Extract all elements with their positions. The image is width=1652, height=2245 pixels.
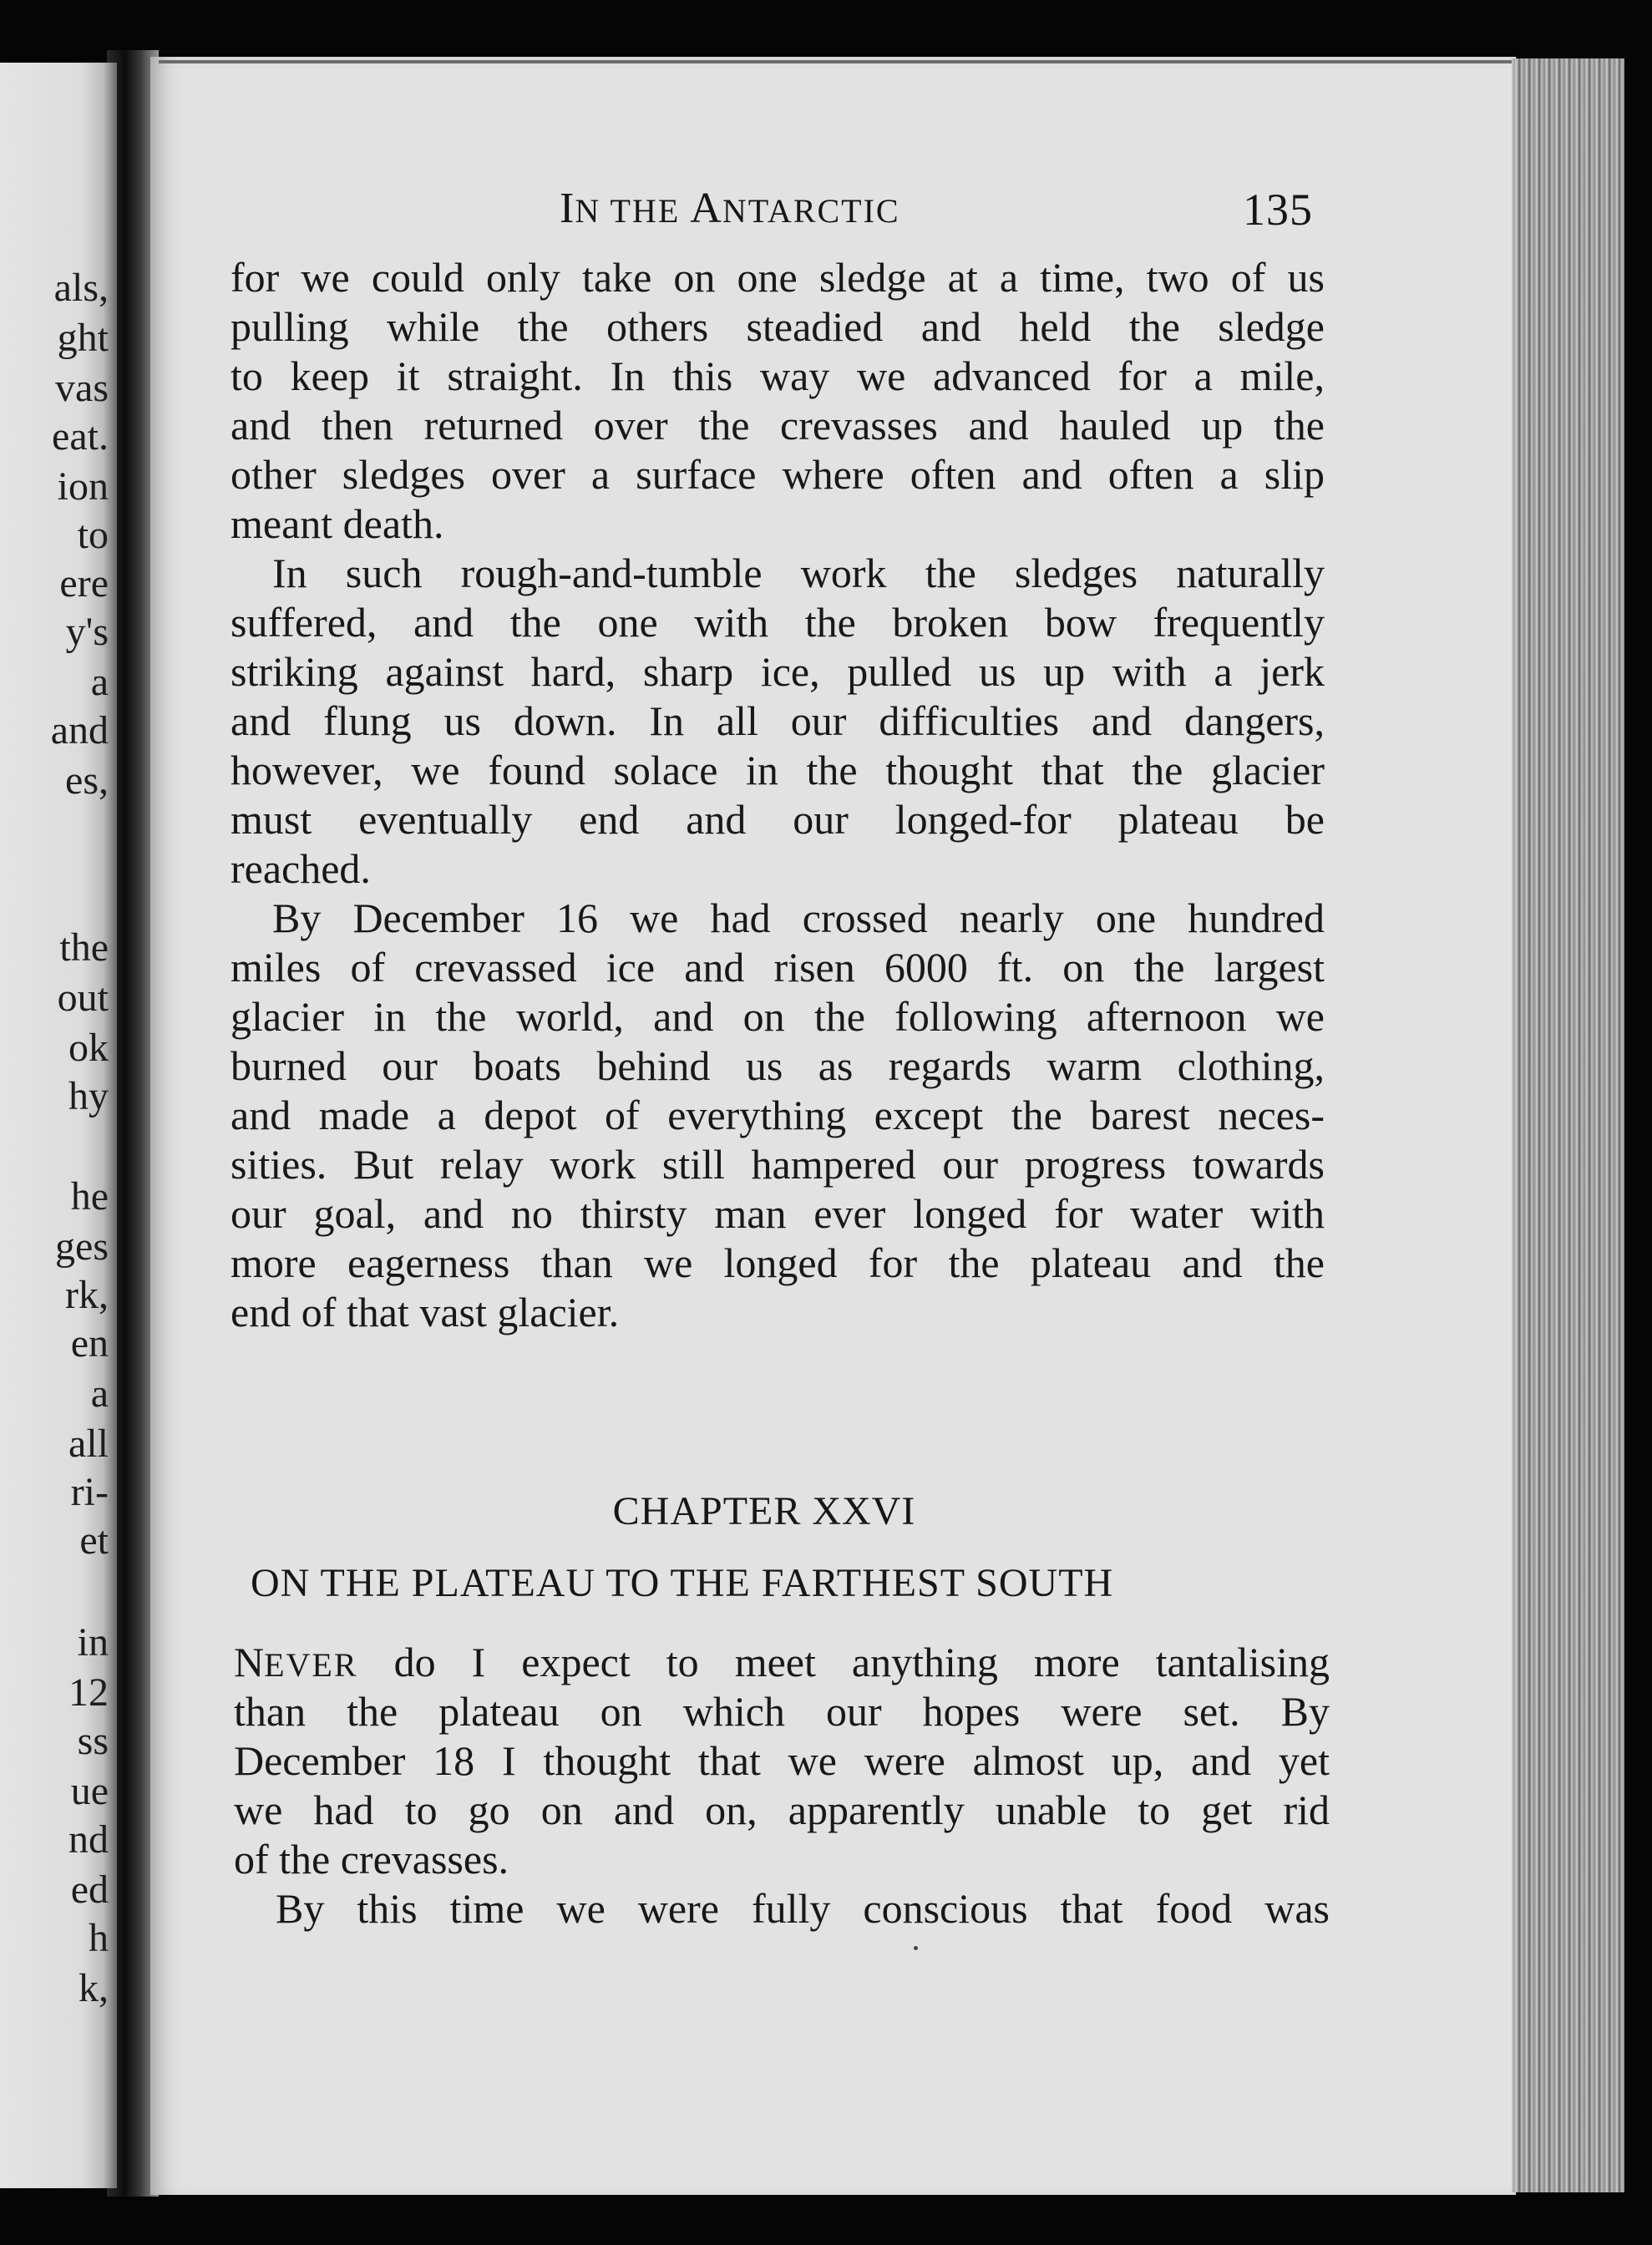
chapter-number: CHAPTER XXVI [612, 1489, 916, 1533]
running-header: IN THE ANTARCTIC [560, 185, 900, 232]
body-line: pulling while the others steadied and held the sledge [231, 303, 1325, 350]
body-line: striking against hard, sharp ice, pulled us up with a jerk [231, 648, 1325, 695]
left-page-fragment: ght [57, 316, 109, 360]
left-page-fragment: ok [68, 1026, 109, 1070]
page-number: 135 [1243, 185, 1313, 235]
left-page-fragment: k, [79, 1966, 109, 2010]
left-page-fragment: ges [55, 1224, 109, 1269]
left-page-fragment: a [90, 1371, 109, 1416]
left-page-fragment: ion [57, 464, 109, 509]
left-page-fragment: y's [65, 610, 109, 654]
left-page-fragment: ed [70, 1867, 109, 1912]
left-page-fragment: and [50, 708, 109, 753]
body-line: and flung us down. In all our difficulties and dangers, [231, 697, 1325, 744]
left-page-fragment: a [90, 660, 109, 704]
page-edges [1512, 58, 1624, 2192]
body-line: glacier in the world, and on the following afternoon we [231, 993, 1325, 1040]
chapter-title: ON THE PLATEAU TO THE FARTHEST SOUTH [251, 1561, 1114, 1605]
left-page-fragment: nd [68, 1817, 109, 1862]
left-page-fragment: ere [59, 561, 109, 606]
left-page-fragment: ue [70, 1769, 109, 1813]
body-line: more eagerness than we longed for the plateau and the [231, 1239, 1325, 1286]
left-page-fragment: the [59, 925, 109, 970]
print-speck [914, 1946, 918, 1950]
left-page-fragment: eat. [52, 414, 109, 459]
left-page-fragment: ss [77, 1719, 109, 1763]
body-line: however, we found solace in the thought that the glacier [231, 747, 1325, 793]
body-line: must eventually end and our longed-for plateau be [231, 796, 1325, 843]
left-page-fragment: to [77, 513, 109, 557]
chapter-line: By this time we were fully conscious that food was [276, 1885, 1330, 1932]
body-line: meant death. [231, 500, 444, 547]
chapter-line: NEVER do I expect to meet anything more tantalising [234, 1639, 1330, 1685]
left-page-fragment: en [70, 1321, 109, 1366]
left-page-fragment: vas [55, 366, 109, 410]
body-line: to keep it straight. In this way we advanced for a mile, [231, 352, 1325, 399]
body-line: In such rough-and-tumble work the sledges naturally [272, 550, 1325, 596]
left-page-fragment: all [68, 1421, 109, 1466]
chapter-line: December 18 I thought that we were almost up, and yet [234, 1737, 1330, 1784]
left-page-fragment: out [57, 976, 109, 1020]
body-line: reached. [231, 845, 371, 892]
left-page-fragment: 12 [68, 1670, 109, 1715]
left-page-fragment: rk, [65, 1273, 109, 1317]
chapter-line: we had to go on and on, apparently unable to get rid [234, 1786, 1330, 1833]
body-line: miles of crevassed ice and risen 6000 ft. on the largest [231, 944, 1325, 991]
body-line: other sledges over a surface where often and often a slip [231, 451, 1325, 498]
body-line: and then returned over the crevasses and hauled up the [231, 402, 1325, 448]
left-page-fragment: in [77, 1620, 109, 1665]
body-line: burned our boats behind us as regards warm clothing, [231, 1042, 1325, 1089]
left-page-fragment: h [89, 1916, 109, 1960]
body-line: our goal, and no thirsty man ever longed for water with [231, 1190, 1325, 1237]
body-line: end of that vast glacier. [231, 1289, 620, 1335]
body-line: By December 16 we had crossed nearly one hundred [272, 894, 1325, 941]
chapter-line: than the plateau on which our hopes were set. By [234, 1688, 1330, 1735]
body-line: sities. But relay work still hampered our progress towards [231, 1141, 1325, 1188]
left-page-fragment: hy [68, 1074, 109, 1118]
left-page-fragment: ri- [70, 1470, 109, 1514]
page-top-edge [159, 60, 1512, 63]
left-page-fragment: es, [65, 758, 109, 803]
left-page-fragment: he [70, 1174, 109, 1219]
chapter-line: of the crevasses. [234, 1836, 509, 1883]
left-page-fragment: als, [53, 266, 109, 310]
left-page-fragment: et [79, 1518, 109, 1563]
body-line: and made a depot of everything except the barest neces- [231, 1092, 1325, 1138]
body-line: for we could only take on one sledge at a time, two of us [231, 254, 1325, 301]
left-page-edge [0, 63, 117, 2188]
body-line: suffered, and the one with the broken bow frequently [231, 599, 1325, 646]
